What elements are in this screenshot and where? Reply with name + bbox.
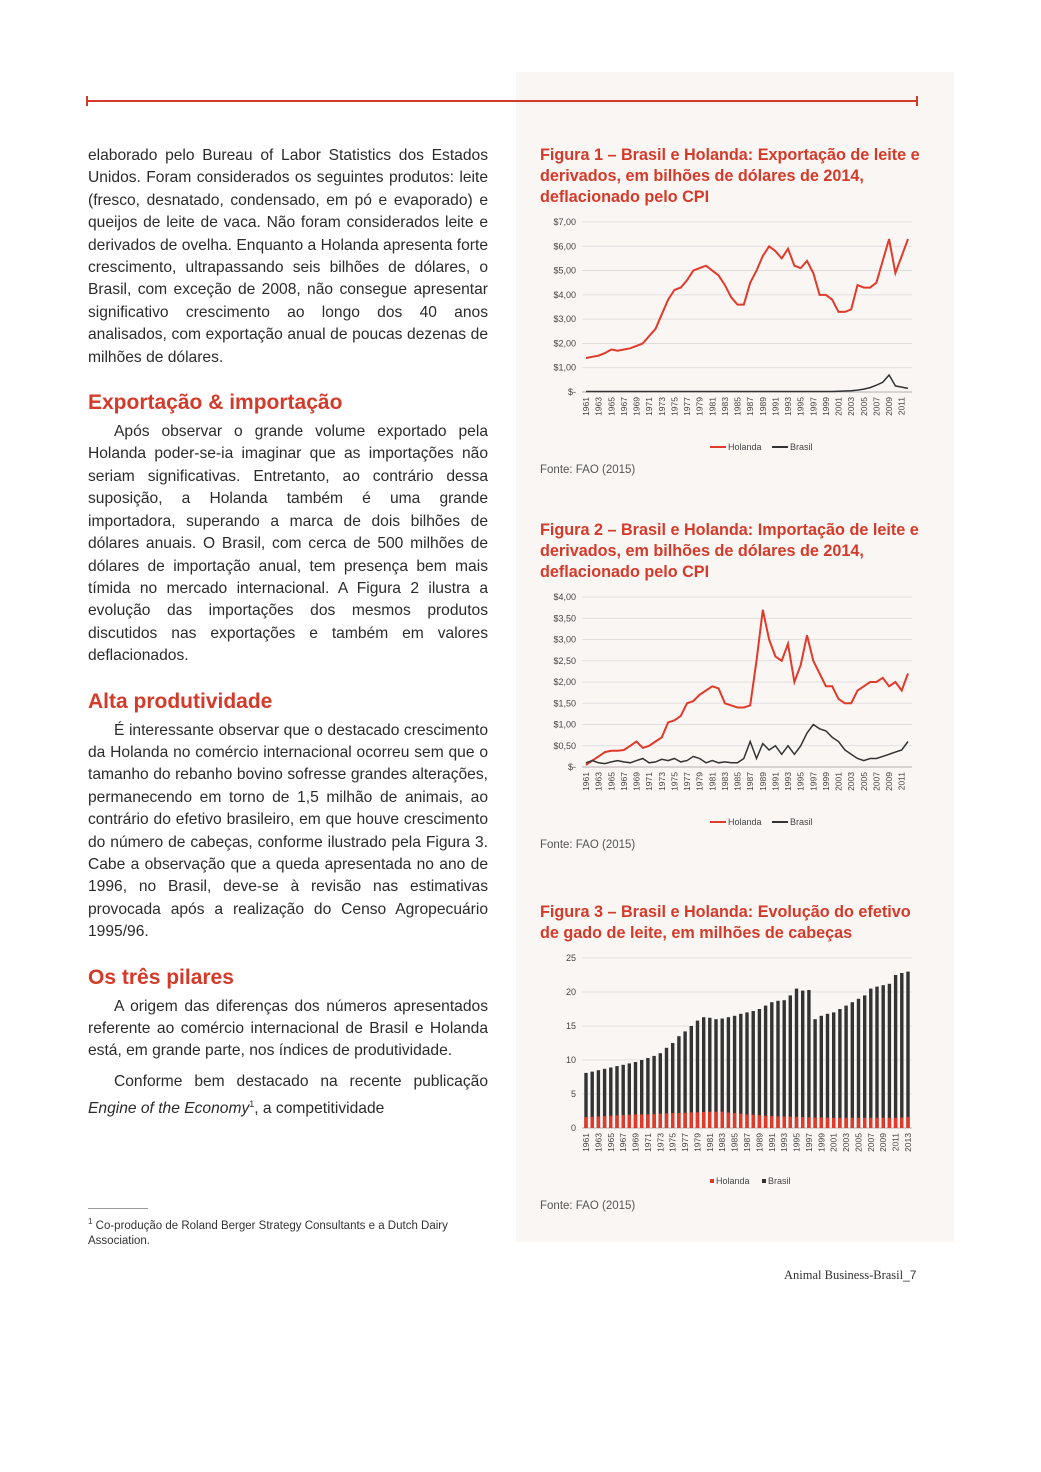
y-tick-label: $3,00	[553, 634, 576, 645]
x-tick-label: 1963	[593, 397, 604, 416]
bar-holanda	[807, 1117, 810, 1128]
x-tick-label: 1971	[644, 772, 655, 791]
section-body-pilares: A origem das diferenças dos números apresentados referente ao comércio internacional de Brasil e Holanda está, em grande parte, nos índices de produtividade.	[88, 997, 488, 1060]
figure-1-title: Figura 1 – Brasil e Holanda: Exportação de leite e derivados, em bilhões de dólares de 2014, deflacionado pelo CPI	[540, 146, 920, 206]
footnote-ref: 1	[249, 1099, 255, 1110]
bar-brasil	[758, 1009, 761, 1128]
bar-holanda	[597, 1116, 600, 1128]
legend-label-brasil: Brasil	[768, 1176, 791, 1186]
bar-holanda	[615, 1115, 618, 1128]
bar-holanda	[776, 1116, 779, 1128]
x-tick-label: 1989	[754, 1133, 765, 1152]
bar-holanda	[622, 1115, 625, 1128]
y-tick-label: 15	[565, 1021, 576, 1031]
bar-holanda	[714, 1112, 717, 1128]
bar-holanda	[783, 1116, 786, 1128]
bar-holanda	[875, 1118, 878, 1128]
bar-holanda	[708, 1112, 711, 1128]
x-tick-label: 1969	[631, 772, 642, 791]
x-tick-label: 1979	[694, 772, 705, 791]
y-tick-label: 0	[570, 1123, 576, 1133]
x-tick-label: 1975	[667, 1133, 678, 1152]
y-tick-label: 25	[565, 953, 576, 963]
x-tick-label: 1987	[745, 397, 756, 416]
x-tick-label: 1991	[766, 1133, 777, 1152]
bar-brasil	[801, 991, 804, 1128]
x-tick-label: 1983	[717, 1133, 728, 1152]
bar-holanda	[721, 1112, 724, 1128]
y-tick-label: $4,00	[553, 592, 576, 602]
x-tick-label: 1977	[680, 1133, 691, 1152]
x-tick-label: 1989	[757, 772, 768, 791]
x-tick-label: 2005	[853, 1133, 864, 1152]
bar-brasil	[820, 1016, 823, 1128]
bar-holanda	[646, 1114, 649, 1128]
bar-holanda	[826, 1118, 829, 1128]
x-tick-label: 1963	[593, 772, 604, 791]
bar-brasil	[863, 995, 866, 1128]
x-tick-label: 1985	[732, 772, 743, 791]
bar-brasil	[770, 1002, 773, 1128]
x-tick-label: 1977	[682, 397, 693, 416]
x-tick-label: 1997	[808, 772, 819, 791]
series-line-brasil	[586, 375, 908, 392]
bar-holanda	[869, 1118, 872, 1128]
x-tick-label: 1993	[783, 397, 794, 416]
x-tick-label: 1969	[631, 397, 642, 416]
bar-holanda	[820, 1118, 823, 1129]
bar-brasil	[888, 984, 891, 1128]
bar-brasil	[789, 995, 792, 1128]
bar-brasil	[745, 1012, 748, 1128]
x-tick-label: 2007	[871, 772, 882, 791]
pilares-text-b: , a competitividade	[254, 1100, 385, 1118]
bar-holanda	[652, 1114, 655, 1128]
y-tick-label: $2,00	[553, 677, 576, 687]
section-title-pilares: Os três pilares	[88, 965, 234, 989]
bar-holanda	[882, 1118, 885, 1128]
x-tick-label: 1983	[719, 397, 730, 416]
bar-holanda	[764, 1116, 767, 1128]
bar-holanda	[851, 1118, 854, 1128]
x-tick-label: 2007	[871, 397, 882, 416]
x-tick-label: 1961	[581, 1133, 591, 1152]
legend-label-holanda: Holanda	[728, 817, 762, 827]
y-tick-label: $5,00	[553, 265, 576, 276]
x-tick-label: 1975	[669, 772, 680, 791]
x-tick-label: 1995	[795, 772, 806, 791]
footnote-divider	[88, 1208, 148, 1209]
bar-brasil	[783, 1000, 786, 1128]
bar-holanda	[640, 1114, 643, 1128]
x-tick-label: 1965	[606, 397, 617, 416]
x-tick-label: 1995	[791, 1133, 802, 1152]
bar-holanda	[603, 1116, 606, 1128]
footnote-marker: 1	[88, 1217, 93, 1226]
bar-holanda	[832, 1118, 835, 1128]
x-tick-label: 2007	[865, 1133, 876, 1152]
bar-brasil	[826, 1014, 829, 1128]
bar-holanda	[677, 1113, 680, 1128]
bar-holanda	[906, 1117, 909, 1128]
section-body-pilares-2	[88, 1071, 488, 1121]
page-number: _7	[903, 1268, 917, 1282]
x-tick-label: 2011	[896, 772, 907, 791]
bar-holanda	[739, 1114, 742, 1128]
footnote-text: Co-produção de Roland Berger Strategy Consultants e a Dutch Dairy Association.	[88, 1219, 448, 1247]
bar-brasil	[832, 1012, 835, 1128]
x-tick-label: 2001	[833, 772, 844, 791]
figure-3-source: Fonte: FAO (2015)	[540, 1200, 636, 1212]
x-tick-label: 1965	[606, 772, 617, 791]
section-body-exportacao: Após observar o grande volume exportado pela Holanda poder-se-ia imaginar que as importações não seriam significativas. Entretanto, ao contrário dessa suposição, a Holanda também é uma grande importadora, superando a marca de dois bilhões de dólares anuais. O Brasil, com cerca de 500 milhões de dólares de importação anual, tem presença bem mais tímida no mercado internacional. A Figura 2 ilustra a evolução das importações dos mesmos produtos discutidos nas exportações e também em valores deflacionados.	[88, 423, 488, 665]
x-tick-label: 1963	[593, 1133, 604, 1152]
bar-brasil	[739, 1014, 742, 1128]
y-tick-label: $0,50	[553, 740, 576, 751]
x-tick-label: 1997	[808, 397, 819, 416]
x-tick-label: 2009	[884, 397, 895, 416]
bar-holanda	[659, 1114, 662, 1128]
x-tick-label: 1967	[618, 397, 629, 416]
bar-holanda	[702, 1112, 705, 1128]
x-tick-label: 1979	[692, 1133, 703, 1152]
series-line-holanda	[586, 610, 908, 765]
bar-holanda	[900, 1118, 903, 1129]
bar-holanda	[838, 1118, 841, 1128]
x-tick-label: 1999	[820, 772, 831, 791]
legend-label-brasil: Brasil	[790, 817, 813, 827]
x-tick-label: 1977	[682, 772, 693, 791]
x-tick-label: 2001	[833, 397, 844, 416]
x-tick-label: 2009	[884, 772, 895, 791]
x-tick-label: 2011	[890, 1133, 901, 1152]
x-tick-label: 2003	[841, 1133, 852, 1152]
y-tick-label: $7,00	[553, 217, 576, 227]
bar-holanda	[609, 1116, 612, 1128]
legend-label-holanda: Holanda	[728, 442, 762, 452]
bar-brasil	[882, 985, 885, 1128]
bar-holanda	[733, 1113, 736, 1128]
bar-brasil	[838, 1009, 841, 1128]
x-tick-label: 2005	[858, 397, 869, 416]
legend-label-holanda: Holanda	[716, 1176, 750, 1186]
x-tick-label: 2003	[846, 397, 857, 416]
x-tick-label: 1961	[581, 397, 591, 416]
figure-1	[540, 145, 920, 476]
bar-brasil	[764, 1006, 767, 1128]
section-title-produtividade: Alta produtividade	[88, 689, 273, 713]
top-rule	[86, 100, 918, 102]
publication-title: Engine of the Economy	[88, 1100, 250, 1118]
x-tick-label: 1981	[707, 772, 718, 791]
y-tick-label: $3,00	[553, 314, 576, 325]
bar-holanda	[770, 1116, 773, 1128]
y-tick-label: $-	[567, 762, 576, 772]
y-tick-label: $2,00	[553, 338, 576, 349]
bar-brasil	[714, 1019, 717, 1128]
x-tick-label: 1985	[729, 1133, 740, 1152]
y-tick-label: $1,00	[553, 362, 576, 373]
x-tick-label: 1967	[618, 1133, 629, 1152]
x-tick-label: 1971	[642, 1133, 653, 1152]
x-tick-label: 2001	[828, 1133, 839, 1152]
x-tick-label: 1971	[644, 397, 655, 416]
x-tick-label: 1961	[581, 772, 591, 791]
x-tick-label: 1973	[656, 772, 667, 791]
x-tick-label: 1987	[742, 1133, 752, 1152]
x-tick-label: 1973	[655, 1133, 666, 1152]
article-column	[88, 145, 488, 1121]
bar-holanda	[894, 1118, 897, 1128]
bar-holanda	[813, 1118, 816, 1129]
bar-brasil	[702, 1017, 705, 1128]
bar-brasil	[844, 1006, 847, 1128]
x-tick-label: 1981	[707, 397, 718, 416]
y-tick-label: $1,50	[553, 698, 576, 709]
x-tick-label: 2013	[903, 1133, 913, 1152]
x-tick-label: 1991	[770, 772, 781, 791]
figure-2-title: Figura 2 – Brasil e Holanda: Importação de leite e derivados, em bilhões de dólares de 2014, deflacionado pelo CPI	[540, 521, 919, 581]
bar-brasil	[696, 1021, 699, 1128]
bar-holanda	[888, 1118, 891, 1128]
bar-holanda	[863, 1118, 866, 1128]
y-tick-label: 5	[570, 1089, 576, 1099]
y-tick-label: $-	[567, 387, 576, 397]
bar-brasil	[894, 975, 897, 1128]
bar-holanda	[584, 1117, 587, 1128]
y-tick-label: $3,50	[553, 613, 576, 624]
x-tick-label: 1999	[816, 1133, 827, 1152]
x-tick-label: 1991	[770, 397, 781, 416]
intro-paragraph: elaborado pelo Bureau of Labor Statistics dos Estados Unidos. Foram considerados os seguintes produtos: leite (fresco, desnatado, condensado, em pó e evaporado) e queijos de leite de vaca. Não foram considerados leite e derivados de ovelha. Enquanto a Holanda apresenta forte crescimento, ultrapassando seis bilhões de dólares, o Brasil, com exceção de 2008, não consegue apresentar significativo crescimento ao longo dos 40 anos analisados, com exportação anual de poucas dezenas de milhões de dólares.	[88, 147, 488, 366]
bar-holanda	[844, 1118, 847, 1128]
figure-3-title: Figura 3 – Brasil e Holanda: Evolução do efetivo de gado de leite, em milhões de cabeças	[540, 903, 911, 942]
x-tick-label: 1993	[779, 1133, 790, 1152]
x-tick-label: 1987	[745, 772, 756, 791]
x-tick-label: 2005	[858, 772, 869, 791]
x-tick-label: 1973	[656, 397, 667, 416]
bar-brasil	[727, 1017, 730, 1128]
x-tick-label: 1965	[605, 1133, 616, 1152]
x-tick-label: 1981	[704, 1133, 715, 1152]
x-tick-label: 1983	[719, 772, 730, 791]
section-body-produtividade: É interessante observar que o destacado crescimento da Holanda no comércio internacional ocorreu sem que o tamanho do rebanho bovino sofresse grandes alterações, permanecendo em torno de 1,5 milhão de animais, ao contrário do efetivo brasileiro, em que houve crescimento do número de cabeças, conforme ilustrado pela Figura 3. Cabe a observação que a queda apresentada no ano de 1996, no Brasil, deve-se à revisão nas estimativas provocada após a realização do Censo Agropecuário 1995/96.	[88, 721, 488, 941]
x-tick-label: 1979	[694, 397, 705, 416]
x-tick-label: 1999	[820, 397, 831, 416]
figure-1-source: Fonte: FAO (2015)	[540, 464, 636, 476]
section-title-exportacao: Exportação & importação	[88, 391, 343, 415]
series-line-holanda	[586, 239, 908, 358]
footnote	[88, 1214, 498, 1249]
x-tick-label: 2003	[846, 772, 857, 791]
legend-label-brasil: Brasil	[790, 442, 813, 452]
figure-3	[540, 902, 920, 1212]
page-footer	[784, 1268, 916, 1283]
x-tick-label: 2011	[896, 397, 907, 416]
bar-holanda	[727, 1112, 730, 1128]
y-tick-label: $4,00	[553, 289, 576, 300]
x-tick-label: 2009	[878, 1133, 889, 1152]
bar-brasil	[708, 1018, 711, 1128]
pilares-text-a: Conforme bem destacado na recente publicação	[114, 1072, 488, 1090]
x-tick-label: 1969	[630, 1133, 641, 1152]
bar-holanda	[745, 1114, 748, 1128]
bar-holanda	[696, 1112, 699, 1128]
bar-holanda	[628, 1115, 631, 1128]
x-tick-label: 1967	[618, 772, 629, 791]
bar-brasil	[813, 1019, 816, 1128]
bar-brasil	[869, 989, 872, 1128]
bar-holanda	[671, 1113, 674, 1128]
bar-holanda	[857, 1118, 860, 1128]
x-tick-label: 1975	[669, 397, 680, 416]
bar-brasil	[776, 1001, 779, 1128]
bar-holanda	[795, 1117, 798, 1128]
x-tick-label: 1997	[803, 1133, 814, 1152]
bar-holanda	[690, 1112, 693, 1128]
x-tick-label: 1989	[757, 397, 768, 416]
bar-brasil	[795, 989, 798, 1128]
bar-holanda	[591, 1117, 594, 1128]
bar-holanda	[752, 1115, 755, 1128]
bar-brasil	[721, 1019, 724, 1129]
x-tick-label: 1985	[732, 397, 743, 416]
x-tick-label: 1995	[795, 397, 806, 416]
x-tick-label: 1993	[783, 772, 794, 791]
legend-swatch-holanda	[710, 1179, 714, 1183]
bar-brasil	[752, 1011, 755, 1128]
bar-holanda	[665, 1113, 668, 1128]
figure-2	[540, 520, 920, 851]
y-tick-label: $1,00	[553, 719, 576, 730]
bar-brasil	[900, 973, 903, 1128]
bar-holanda	[758, 1115, 761, 1128]
bar-brasil	[733, 1016, 736, 1128]
y-tick-label: 20	[565, 987, 576, 997]
figure-1-chart	[540, 214, 920, 454]
bar-holanda	[683, 1113, 686, 1128]
y-tick-label: 10	[565, 1055, 576, 1065]
figure-3-chart	[540, 950, 920, 1190]
y-tick-label: $2,50	[553, 655, 576, 666]
bar-brasil	[857, 999, 860, 1128]
bar-brasil	[906, 972, 909, 1128]
bar-brasil	[851, 1002, 854, 1128]
bar-brasil	[807, 990, 810, 1128]
figure-2-chart	[540, 589, 920, 829]
bar-brasil	[875, 987, 878, 1128]
figure-2-source: Fonte: FAO (2015)	[540, 839, 636, 851]
bar-holanda	[801, 1117, 804, 1128]
y-tick-label: $6,00	[553, 241, 576, 252]
legend-swatch-brasil	[762, 1179, 766, 1183]
bar-holanda	[789, 1117, 792, 1128]
footer-brand: Animal Business-Brasil	[784, 1268, 904, 1282]
bar-holanda	[634, 1114, 637, 1128]
